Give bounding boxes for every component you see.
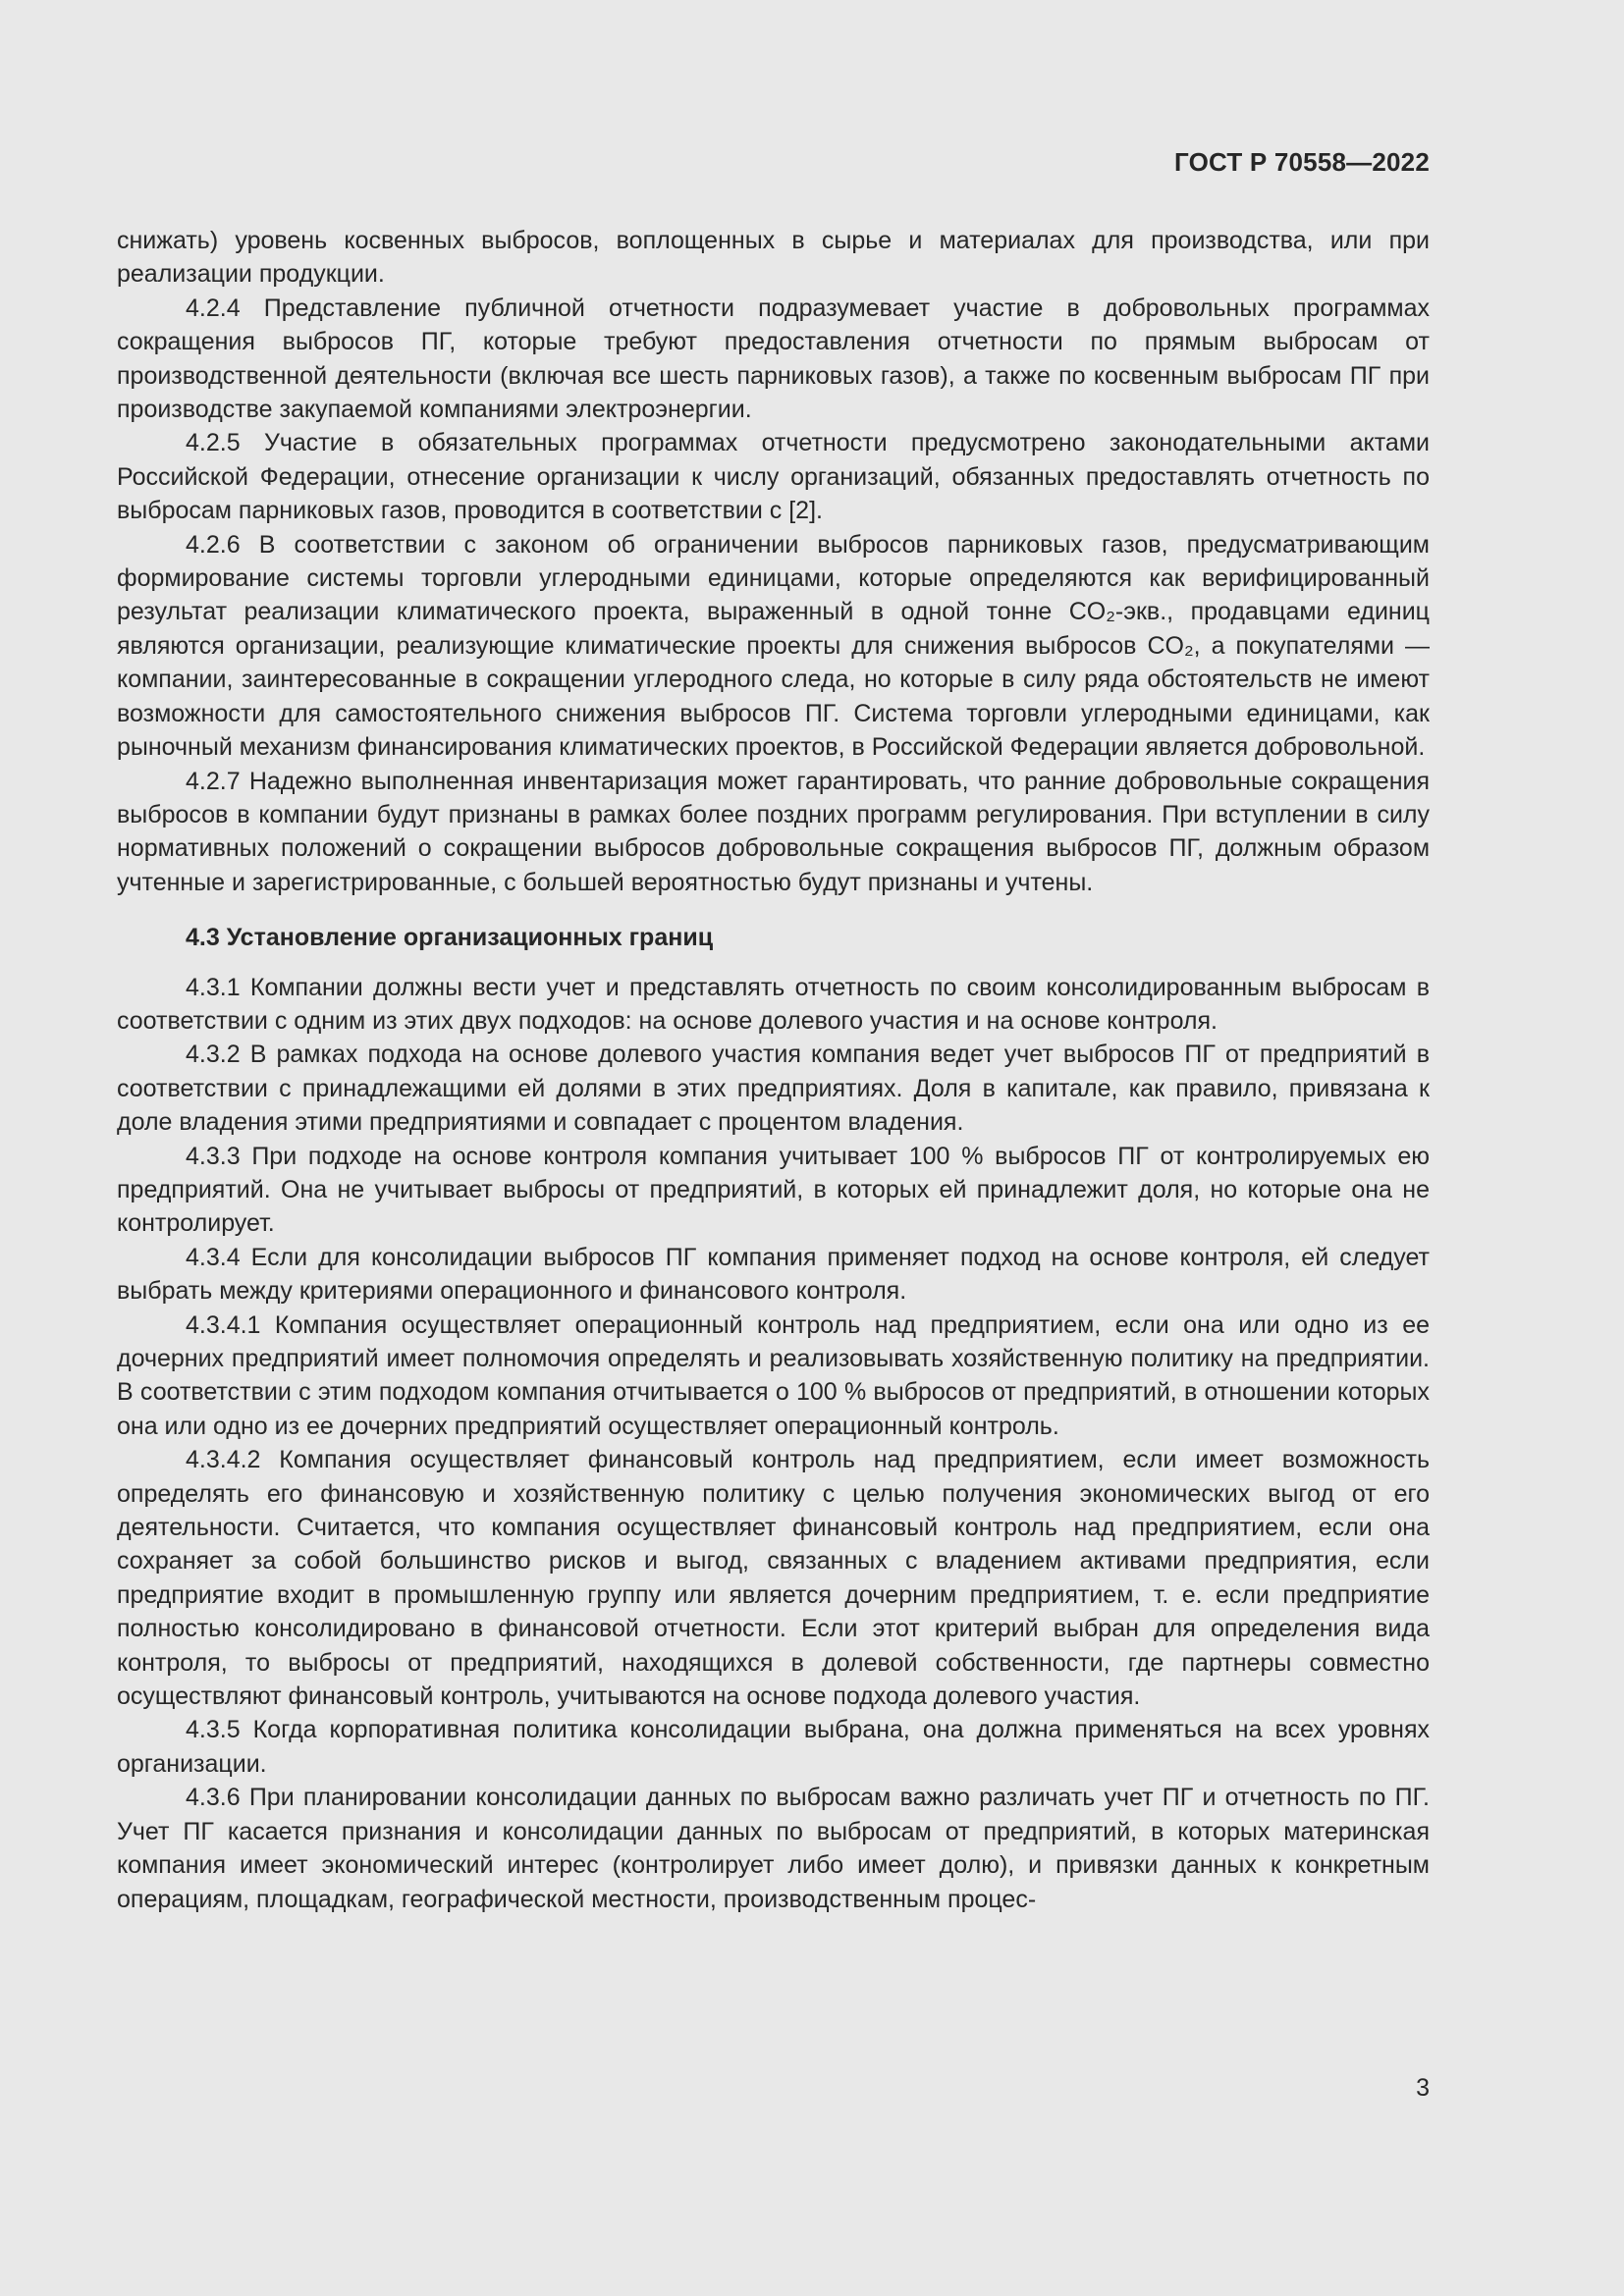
paragraph-4-2-6: 4.2.6 В соответствии с законом об ограничении выбросов парниковых газов, предусматривающим формирование системы торговли углеродными единицами, которые определяются как верифицированный результат реализации климатического проекта, выраженный в одной тонне CO₂-экв., продавцами единиц являются организации, реализующие климатические проекты для снижения выбросов CO₂, а покупателями — компании, заинтересованные в сокращении углеродного следа, но которые в силу ряда обстоятельств не имеют возможности для самостоятельного снижения выбросов ПГ. Система торговли углеродными единицами, как рыночный механизм финансирования климатических проектов, в Российской Федерации является добровольной.: [117, 530, 1430, 762]
section-heading-4-3: 4.3 Установление организационных границ: [186, 924, 714, 952]
paragraph-4-2-7: 4.2.7 Надежно выполненная инвентаризация может гарантировать, что ранние добровольные сокращения выбросов в компании будут признаны в рамках более поздних программ регулирования. При вступлении в силу нормативных положений о сокращении выбросов добровольные сокращения выбросов ПГ, должным образом учтенные и зарегистрированные, с большей вероятностью будут признаны и учтены.: [117, 767, 1430, 896]
paragraph-4-3-4: 4.3.4 Если для консолидации выбросов ПГ компания применяет подход на основе контроля, ей следует выбрать между критериями операционного и финансового контроля.: [117, 1243, 1430, 1306]
document-code-header: ГОСТ Р 70558—2022: [1174, 147, 1430, 177]
paragraph-4-3-4-1: 4.3.4.1 Компания осуществляет операционный контроль над предприятием, если она или одно из ее дочерних предприятий имеет полномочия определять и реализовывать хозяйственную политику на предприятии. В соответствии с этим подходом компания отчитывается о 100 % выбросов от предприятий, в отношении которых она или одно из ее дочерних предприятий осуществляет операционный контроль.: [117, 1310, 1430, 1440]
page-number: 3: [1416, 2074, 1430, 2102]
paragraph-4-3-4-2: 4.3.4.2 Компания осуществляет финансовый контроль над предприятием, если имеет возможность определять его финансовую и хозяйственную политику с целью получения экономических выгод от его деятельности. Считается, что компания осуществляет финансовый контроль над предприятием, если она сохраняет за собой большинство рисков и выгод, связанных с владением активами предприятия, если предприятие входит в промышленную группу или является дочерним предприятием, т. е. если предприятие полностью консолидировано в финансовой отчетности. Если этот критерий выбран для определения вида контроля, то выбросы от предприятий, находящихся в долевой собственности, где партнеры совместно осуществляют финансовый контроль, учитываются на основе подхода долевого участия.: [117, 1446, 1430, 1711]
paragraph-4-3-1: 4.3.1 Компании должны вести учет и представлять отчетность по своим консолидированным выбросам в соответствии с одним из этих двух подходов: на основе долевого участия и на основе контроля.: [117, 973, 1430, 1035]
paragraph-4-3-3: 4.3.3 При подходе на основе контроля компания учитывает 100 % выбросов ПГ от контролируемых ею предприятий. Она не учитывает выбросы от предприятий, в которых ей принадлежит доля, но которые она не контролирует.: [117, 1142, 1430, 1238]
paragraph-4-3-2: 4.3.2 В рамках подхода на основе долевого участия компания ведет учет выбросов ПГ от предприятий в соответствии с принадлежащими ей долями в этих предприятиях. Доля в капитале, как правило, привязана к доле владения этими предприятиями и совпадает с процентом владения.: [117, 1041, 1430, 1137]
paragraph-continuation: снижать) уровень косвенных выбросов, воплощенных в сырье и материалах для производства, или при реализации продукции.: [117, 227, 1430, 289]
paragraph-4-2-4: 4.2.4 Представление публичной отчетности подразумевает участие в добровольных программах сокращения выбросов ПГ, которые требуют предоставления отчетности по прямым выбросам от производственной деятельности (включая все шесть парниковых газов), а также по косвенным выбросам ПГ при производстве закупаемой компаниями электроэнергии.: [117, 294, 1430, 424]
document-body: [117, 224, 1430, 1916]
paragraph-4-3-5: 4.3.5 Когда корпоративная политика консолидации выбрана, она должна применяться на всех уровнях организации.: [117, 1716, 1430, 1778]
paragraph-4-3-6: 4.3.6 При планировании консолидации данных по выбросам важно различать учет ПГ и отчетность по ПГ. Учет ПГ касается признания и консолидации данных по выбросам от предприятий, в которых материнская компания имеет экономический интерес (контролирует либо имеет долю), и привязки данных к конкретным операциям, площадкам, географической местности, производственным процес-: [117, 1784, 1430, 1913]
paragraph-4-2-5: 4.2.5 Участие в обязательных программах отчетности предусмотрено законодательными актами Российской Федерации, отнесение организации к числу организаций, обязанных предоставлять отчетность по выбросам парниковых газов, проводится в соответствии с [2].: [117, 429, 1430, 525]
